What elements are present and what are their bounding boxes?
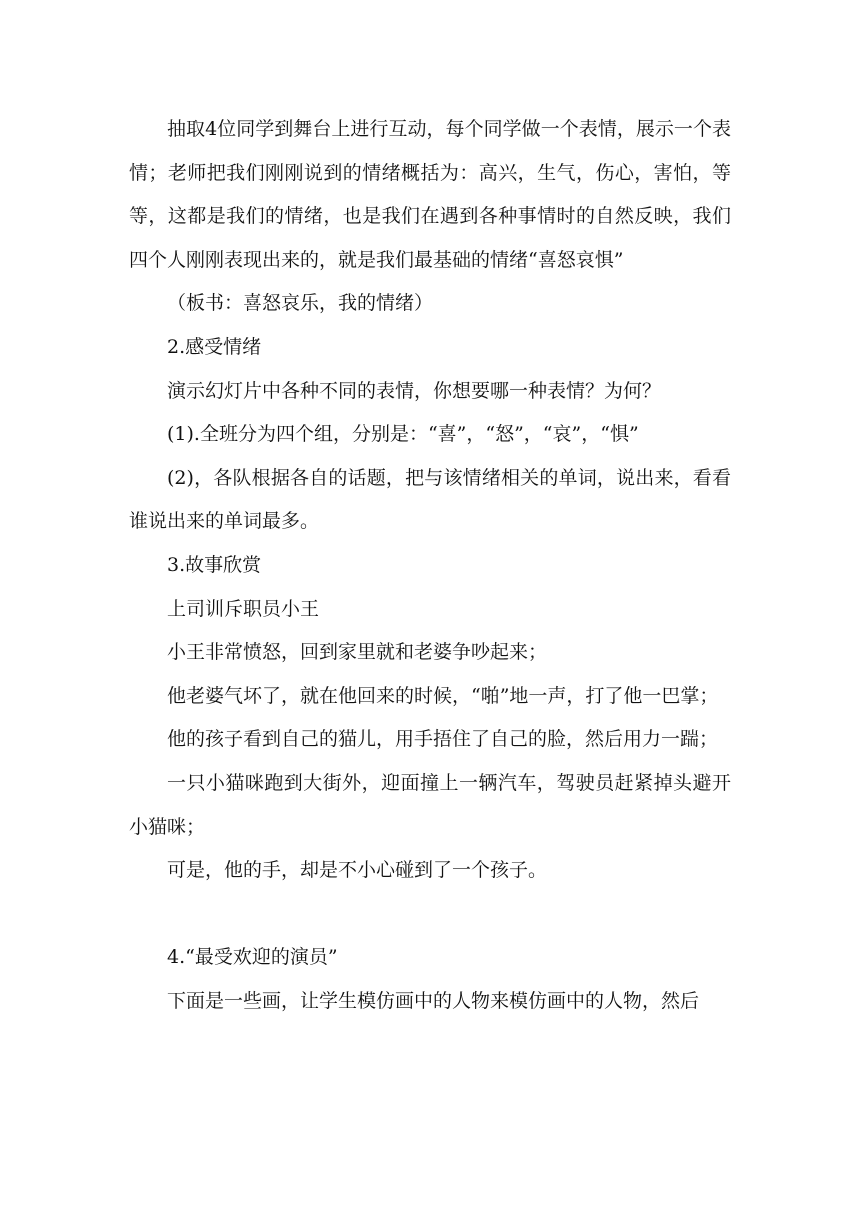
paragraph-groups: (1).全班分为四个组，分别是：“喜”，“怒”，“哀”，“惧”	[167, 423, 639, 446]
document-body	[129, 108, 731, 1023]
blank-line	[129, 893, 731, 937]
story-line-4: 他的孩子看到自己的猫儿，用手捂住了自己的脸，然后用力一踹；	[167, 728, 719, 751]
story-line-5: 一只小猫咪跑到大街外，迎面撞上一辆汽车，驾驶员赶紧掉头避开小猫咪；	[129, 771, 731, 838]
heading-feel-emotions: 2.感受情绪	[167, 335, 262, 358]
story-line-6: 可是，他的手，却是不小心碰到了一个孩子。	[167, 859, 548, 882]
paragraph-slides: 演示幻灯片中各种不同的表情，你想要哪一种表情？为何？	[167, 379, 662, 402]
story-line-2: 小王非常愤怒，回到家里就和老婆争吵起来；	[167, 641, 548, 664]
paragraph-words: (2)，各队根据各自的话题，把与该情绪相关的单词，说出来，看看谁说出来的单词最多。	[129, 466, 731, 533]
story-line-3: 他老婆气坏了，就在他回来的时候，“啪”地一声，打了他一巴掌；	[167, 684, 719, 707]
paragraph-interaction: 抽取4位同学到舞台上进行互动，每个同学做一个表情，展示一个表情；老师把我们刚刚说到的情绪概括为：高兴，生气，伤心，害怕，等等，这都是我们的情绪，也是我们在遇到各种事情时的自然反映，我们四个人刚刚表现出来的，就是我们最基础的情绪“喜怒哀惧”	[129, 118, 731, 271]
heading-popular-actor: 4.“最受欢迎的演员”	[167, 946, 338, 969]
story-line-1: 上司训斥职员小王	[167, 597, 320, 620]
paragraph-board-note: （板书：喜怒哀乐，我的情绪）	[167, 292, 434, 315]
paragraph-imitate: 下面是一些画，让学生模仿画中的人物来模仿画中的人物，然后	[167, 989, 700, 1012]
heading-story: 3.故事欣赏	[167, 553, 262, 576]
